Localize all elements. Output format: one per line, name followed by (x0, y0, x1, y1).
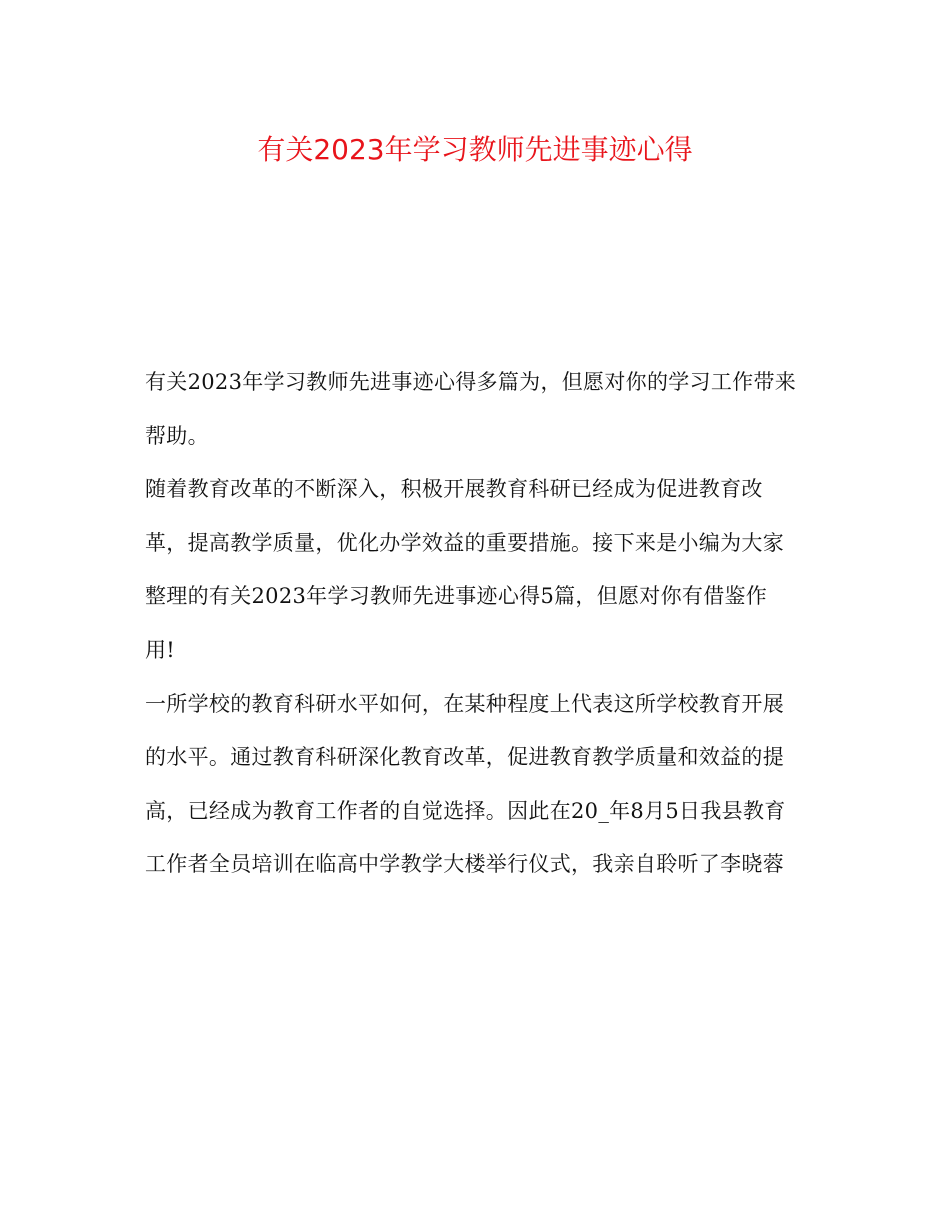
text-line: 整理的有关2023年学习教师先进事迹心得5篇，但愿对你有借鉴作 (145, 584, 768, 609)
text-line: 的水平。通过教育科研深化教育改革，促进教育教学质量和效益的提 (145, 745, 784, 770)
text-line: 工作者全员培训在临高中学教学大楼举行仪式，我亲自聆听了李晓蓉 (145, 852, 784, 877)
document-body (145, 356, 810, 892)
text-line: 革，提高教学质量，优化办学效益的重要措施。接下来是小编为大家 (145, 530, 784, 555)
text-line: 帮助。 (145, 423, 209, 448)
text-line: 高，已经成为教育工作者的自觉选择。因此在20_年8月5日我县教育 (145, 798, 786, 823)
text-line: 随着教育改革的不断深入，积极开展教育科研已经成为促进教育改 (145, 477, 763, 502)
text-line: 有关2023年学习教师先进事迹心得多篇为，但愿对你的学习工作带来 (145, 370, 797, 394)
text-line: 一所学校的教育科研水平如何，在某种程度上代表这所学校教育开展 (145, 691, 784, 716)
text-line: 用! (145, 637, 176, 662)
document-title: 有关2023年学习教师先进事迹心得 (257, 133, 693, 166)
